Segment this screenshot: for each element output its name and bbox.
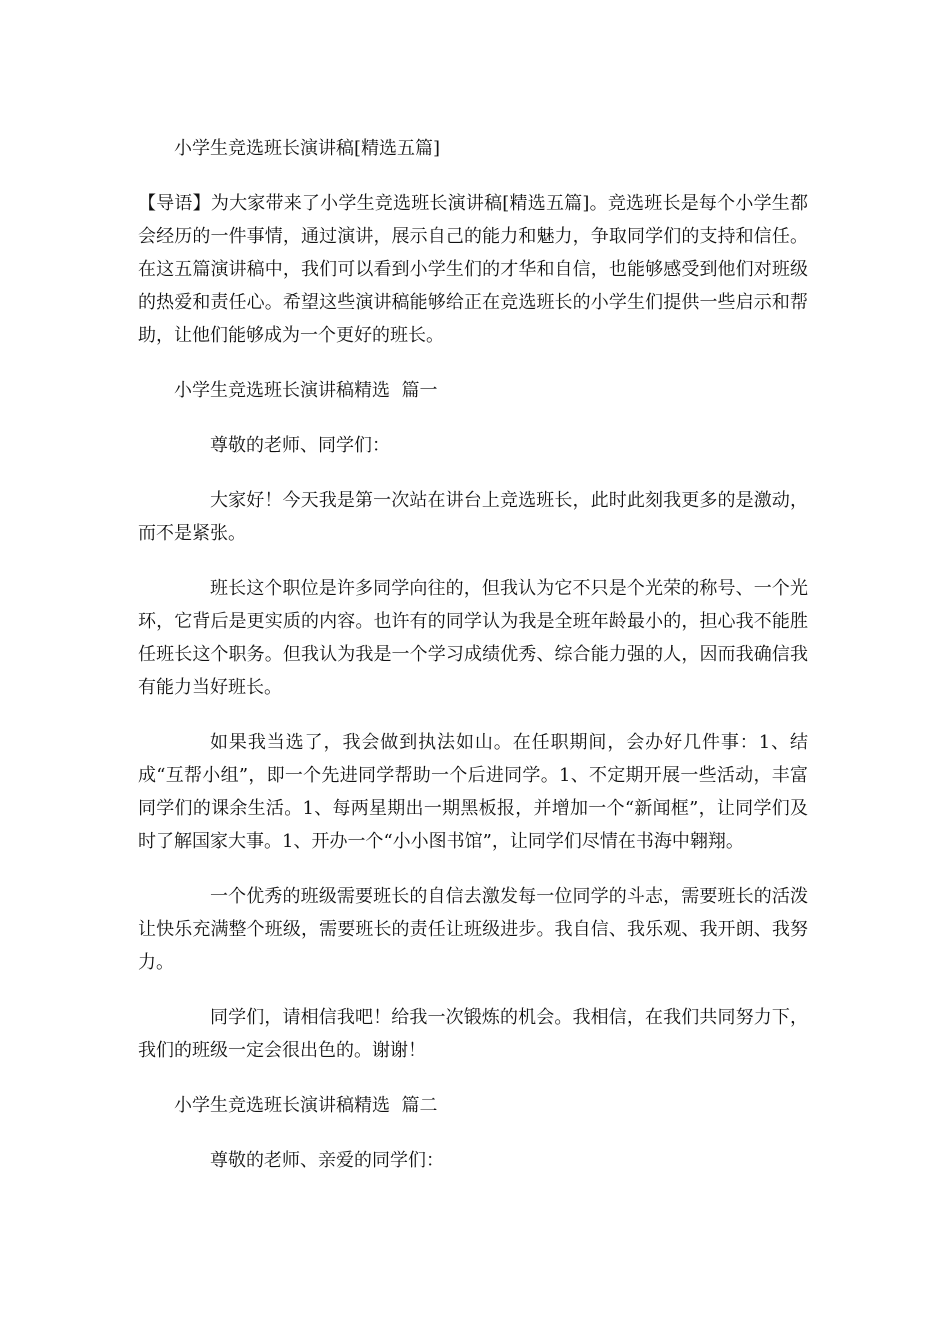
document-body [138,132,808,1177]
body-paragraph: 一个优秀的班级需要班长的自信去激发每一位同学的斗志，需要班长的活泼让快乐充满整个班级，需要班长的责任让班级进步。我自信、我乐观、我开朗、我努力。 [138,886,808,973]
intro-paragraph: 【导语】为大家带来了小学生竞选班长演讲稿[精选五篇]。竞选班长是每个小学生都会经历的一件事情，通过演讲，展示自己的能力和魅力，争取同学们的支持和信任。在这五篇演讲稿中，我们可以看到小学生们的才华和自信，也能够感受到他们对班级的热爱和责任心。希望这些演讲稿能够给正在竞选班长的小学生们提供一些启示和帮助，让他们能够成为一个更好的班长。 [138,193,808,346]
body-paragraph: 如果我当选了，我会做到执法如山。在任职期间，会办好几件事：1、结成“互帮小组”，即一个先进同学帮助一个后进同学。1、不定期开展一些活动，丰富同学们的课余生活。1、每两星期出一期黑板报，并增加一个“新闻框”，让同学们及时了解国家大事。1、开办一个“小小图书馆”，让同学们尽情在书海中翱翔。 [138,732,808,852]
section-heading-1: 小学生竞选班长演讲稿精选 篇一 [174,380,438,401]
document-title: 小学生竞选班长演讲稿[精选五篇] [174,138,441,159]
salutation-1: 尊敬的老师、同学们： [210,435,390,456]
section-heading-2: 小学生竞选班长演讲稿精选 篇二 [174,1095,438,1116]
body-paragraph: 大家好！今天我是第一次站在讲台上竞选班长，此时此刻我更多的是激动，而不是紧张。 [138,490,808,544]
body-paragraph: 班长这个职位是许多同学向往的，但我认为它不只是个光荣的称号、一个光环，它背后是更实质的内容。也许有的同学认为我是全班年龄最小的，担心我不能胜任班长这个职务。但我认为我是一个学习成绩优秀、综合能力强的人，因而我确信我有能力当好班长。 [138,578,808,698]
body-paragraph: 同学们，请相信我吧！给我一次锻炼的机会。我相信，在我们共同努力下，我们的班级一定会很出色的。谢谢！ [138,1007,808,1061]
salutation-2: 尊敬的老师、亲爱的同学们： [210,1150,444,1171]
